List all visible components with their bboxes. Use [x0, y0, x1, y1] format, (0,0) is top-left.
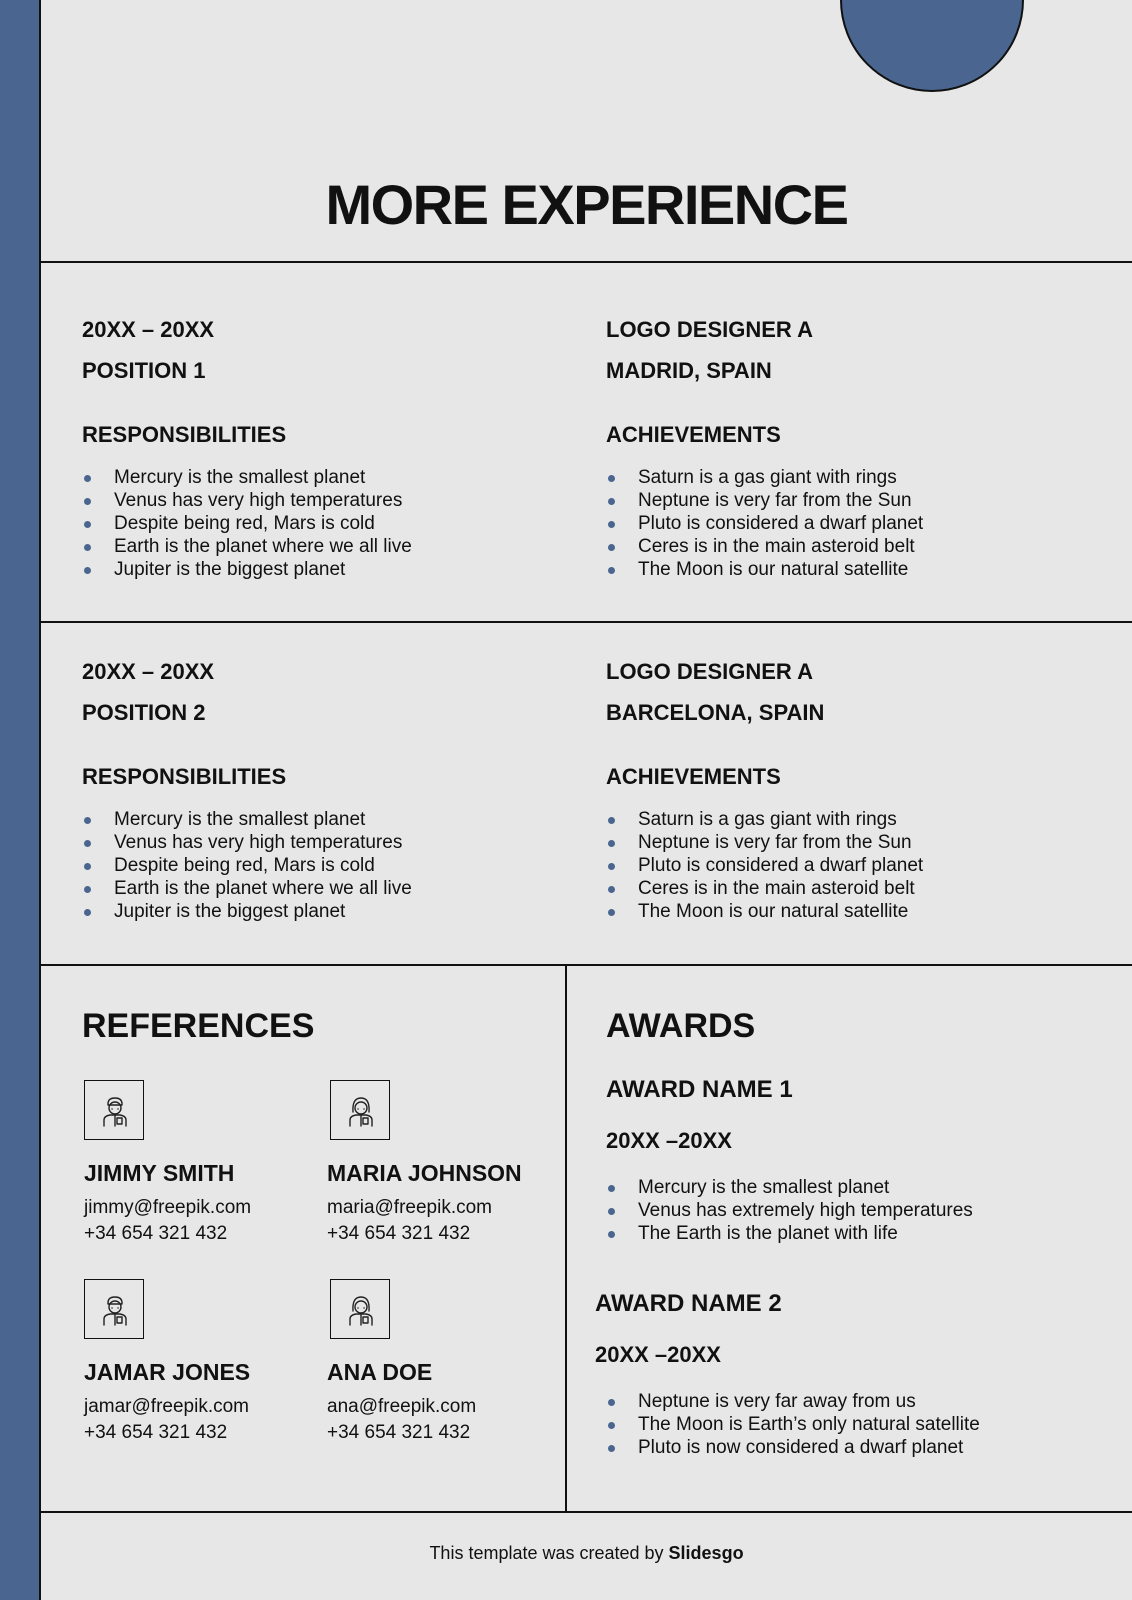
- award-name: AWARD NAME 1: [606, 1076, 793, 1103]
- list-item: Saturn is a gas giant with rings: [606, 466, 923, 489]
- list-item: The Moon is our natural satellite: [606, 900, 923, 923]
- list-item: Mercury is the smallest planet: [82, 466, 412, 489]
- divider-middle: [41, 621, 1132, 623]
- page-title: MORE EXPERIENCE: [325, 173, 848, 236]
- divider-vertical: [565, 964, 567, 1513]
- left-accent-bar: [0, 0, 41, 1600]
- reference-name: JAMAR JONES: [84, 1359, 251, 1385]
- achievements-list: [606, 466, 923, 581]
- reference-phone: +34 654 321 432: [327, 1422, 471, 1443]
- reference-phone: +34 654 321 432: [84, 1223, 228, 1244]
- reference-name: MARIA JOHNSON: [327, 1160, 522, 1186]
- decorative-circle: [840, 0, 1024, 92]
- reference-phone: +34 654 321 432: [327, 1223, 471, 1244]
- list-item: The Moon is our natural satellite: [606, 558, 923, 581]
- achievements-list: [606, 808, 923, 923]
- reference-email[interactable]: ana@freepik.com: [327, 1396, 477, 1417]
- award-bullets: [606, 1176, 973, 1245]
- list-item: The Moon is Earth’s only natural satellite: [606, 1413, 980, 1436]
- reference-email[interactable]: jamar@freepik.com: [84, 1396, 249, 1417]
- list-item: Jupiter is the biggest planet: [82, 900, 412, 923]
- responsibilities-heading: RESPONSIBILITIES: [82, 422, 287, 447]
- list-item: Jupiter is the biggest planet: [82, 558, 412, 581]
- woman-avatar-icon: [330, 1080, 390, 1140]
- list-item: Venus has extremely high temperatures: [606, 1199, 973, 1222]
- man-avatar-icon: [84, 1080, 144, 1140]
- experience-position: POSITION 2: [82, 700, 206, 725]
- reference-name: JIMMY SMITH: [84, 1160, 235, 1186]
- man-avatar-icon: [84, 1279, 144, 1339]
- list-item: Despite being red, Mars is cold: [82, 512, 412, 535]
- experience-period: 20XX – 20XX: [82, 659, 215, 684]
- list-item: Venus has very high temperatures: [82, 489, 412, 512]
- divider-top: [41, 261, 1132, 263]
- list-item: Neptune is very far from the Sun: [606, 489, 923, 512]
- list-item: Venus has very high temperatures: [82, 831, 412, 854]
- footer-brand-link[interactable]: Slidesgo: [668, 1543, 744, 1563]
- achievements-heading: ACHIEVEMENTS: [606, 764, 781, 789]
- responsibilities-list: [82, 466, 412, 581]
- list-item: Pluto is now considered a dwarf planet: [606, 1436, 980, 1459]
- list-item: Ceres is in the main asteroid belt: [606, 535, 923, 558]
- experience-period: 20XX – 20XX: [82, 317, 215, 342]
- list-item: Pluto is considered a dwarf planet: [606, 854, 923, 877]
- experience-role: LOGO DESIGNER A: [606, 659, 813, 684]
- list-item: Earth is the planet where we all live: [82, 535, 412, 558]
- reference-phone: +34 654 321 432: [84, 1422, 228, 1443]
- list-item: Despite being red, Mars is cold: [82, 854, 412, 877]
- award-period: 20XX –20XX: [606, 1128, 732, 1153]
- award-name: AWARD NAME 2: [595, 1290, 782, 1317]
- list-item: Mercury is the smallest planet: [82, 808, 412, 831]
- award-bullets: [606, 1390, 980, 1459]
- experience-location: MADRID, SPAIN: [606, 358, 772, 383]
- experience-position: POSITION 1: [82, 358, 206, 383]
- footer-text: This template was created by: [429, 1543, 669, 1563]
- reference-email[interactable]: maria@freepik.com: [327, 1197, 492, 1218]
- experience-location: BARCELONA, SPAIN: [606, 700, 825, 725]
- references-heading: REFERENCES: [82, 1007, 315, 1045]
- awards-heading: AWARDS: [606, 1007, 756, 1045]
- list-item: Earth is the planet where we all live: [82, 877, 412, 900]
- reference-email[interactable]: jimmy@freepik.com: [84, 1197, 252, 1218]
- award-period: 20XX –20XX: [595, 1342, 721, 1367]
- list-item: The Earth is the planet with life: [606, 1222, 973, 1245]
- responsibilities-heading: RESPONSIBILITIES: [82, 764, 287, 789]
- achievements-heading: ACHIEVEMENTS: [606, 422, 781, 447]
- footer-credit: [41, 1543, 1132, 1564]
- list-item: Ceres is in the main asteroid belt: [606, 877, 923, 900]
- list-item: Neptune is very far from the Sun: [606, 831, 923, 854]
- list-item: Pluto is considered a dwarf planet: [606, 512, 923, 535]
- reference-name: ANA DOE: [327, 1359, 433, 1385]
- responsibilities-list: [82, 808, 412, 923]
- experience-role: LOGO DESIGNER A: [606, 317, 813, 342]
- divider-footer: [41, 1511, 1132, 1513]
- woman-avatar-icon: [330, 1279, 390, 1339]
- list-item: Neptune is very far away from us: [606, 1390, 980, 1413]
- list-item: Mercury is the smallest planet: [606, 1176, 973, 1199]
- divider-lower: [41, 964, 1132, 966]
- list-item: Saturn is a gas giant with rings: [606, 808, 923, 831]
